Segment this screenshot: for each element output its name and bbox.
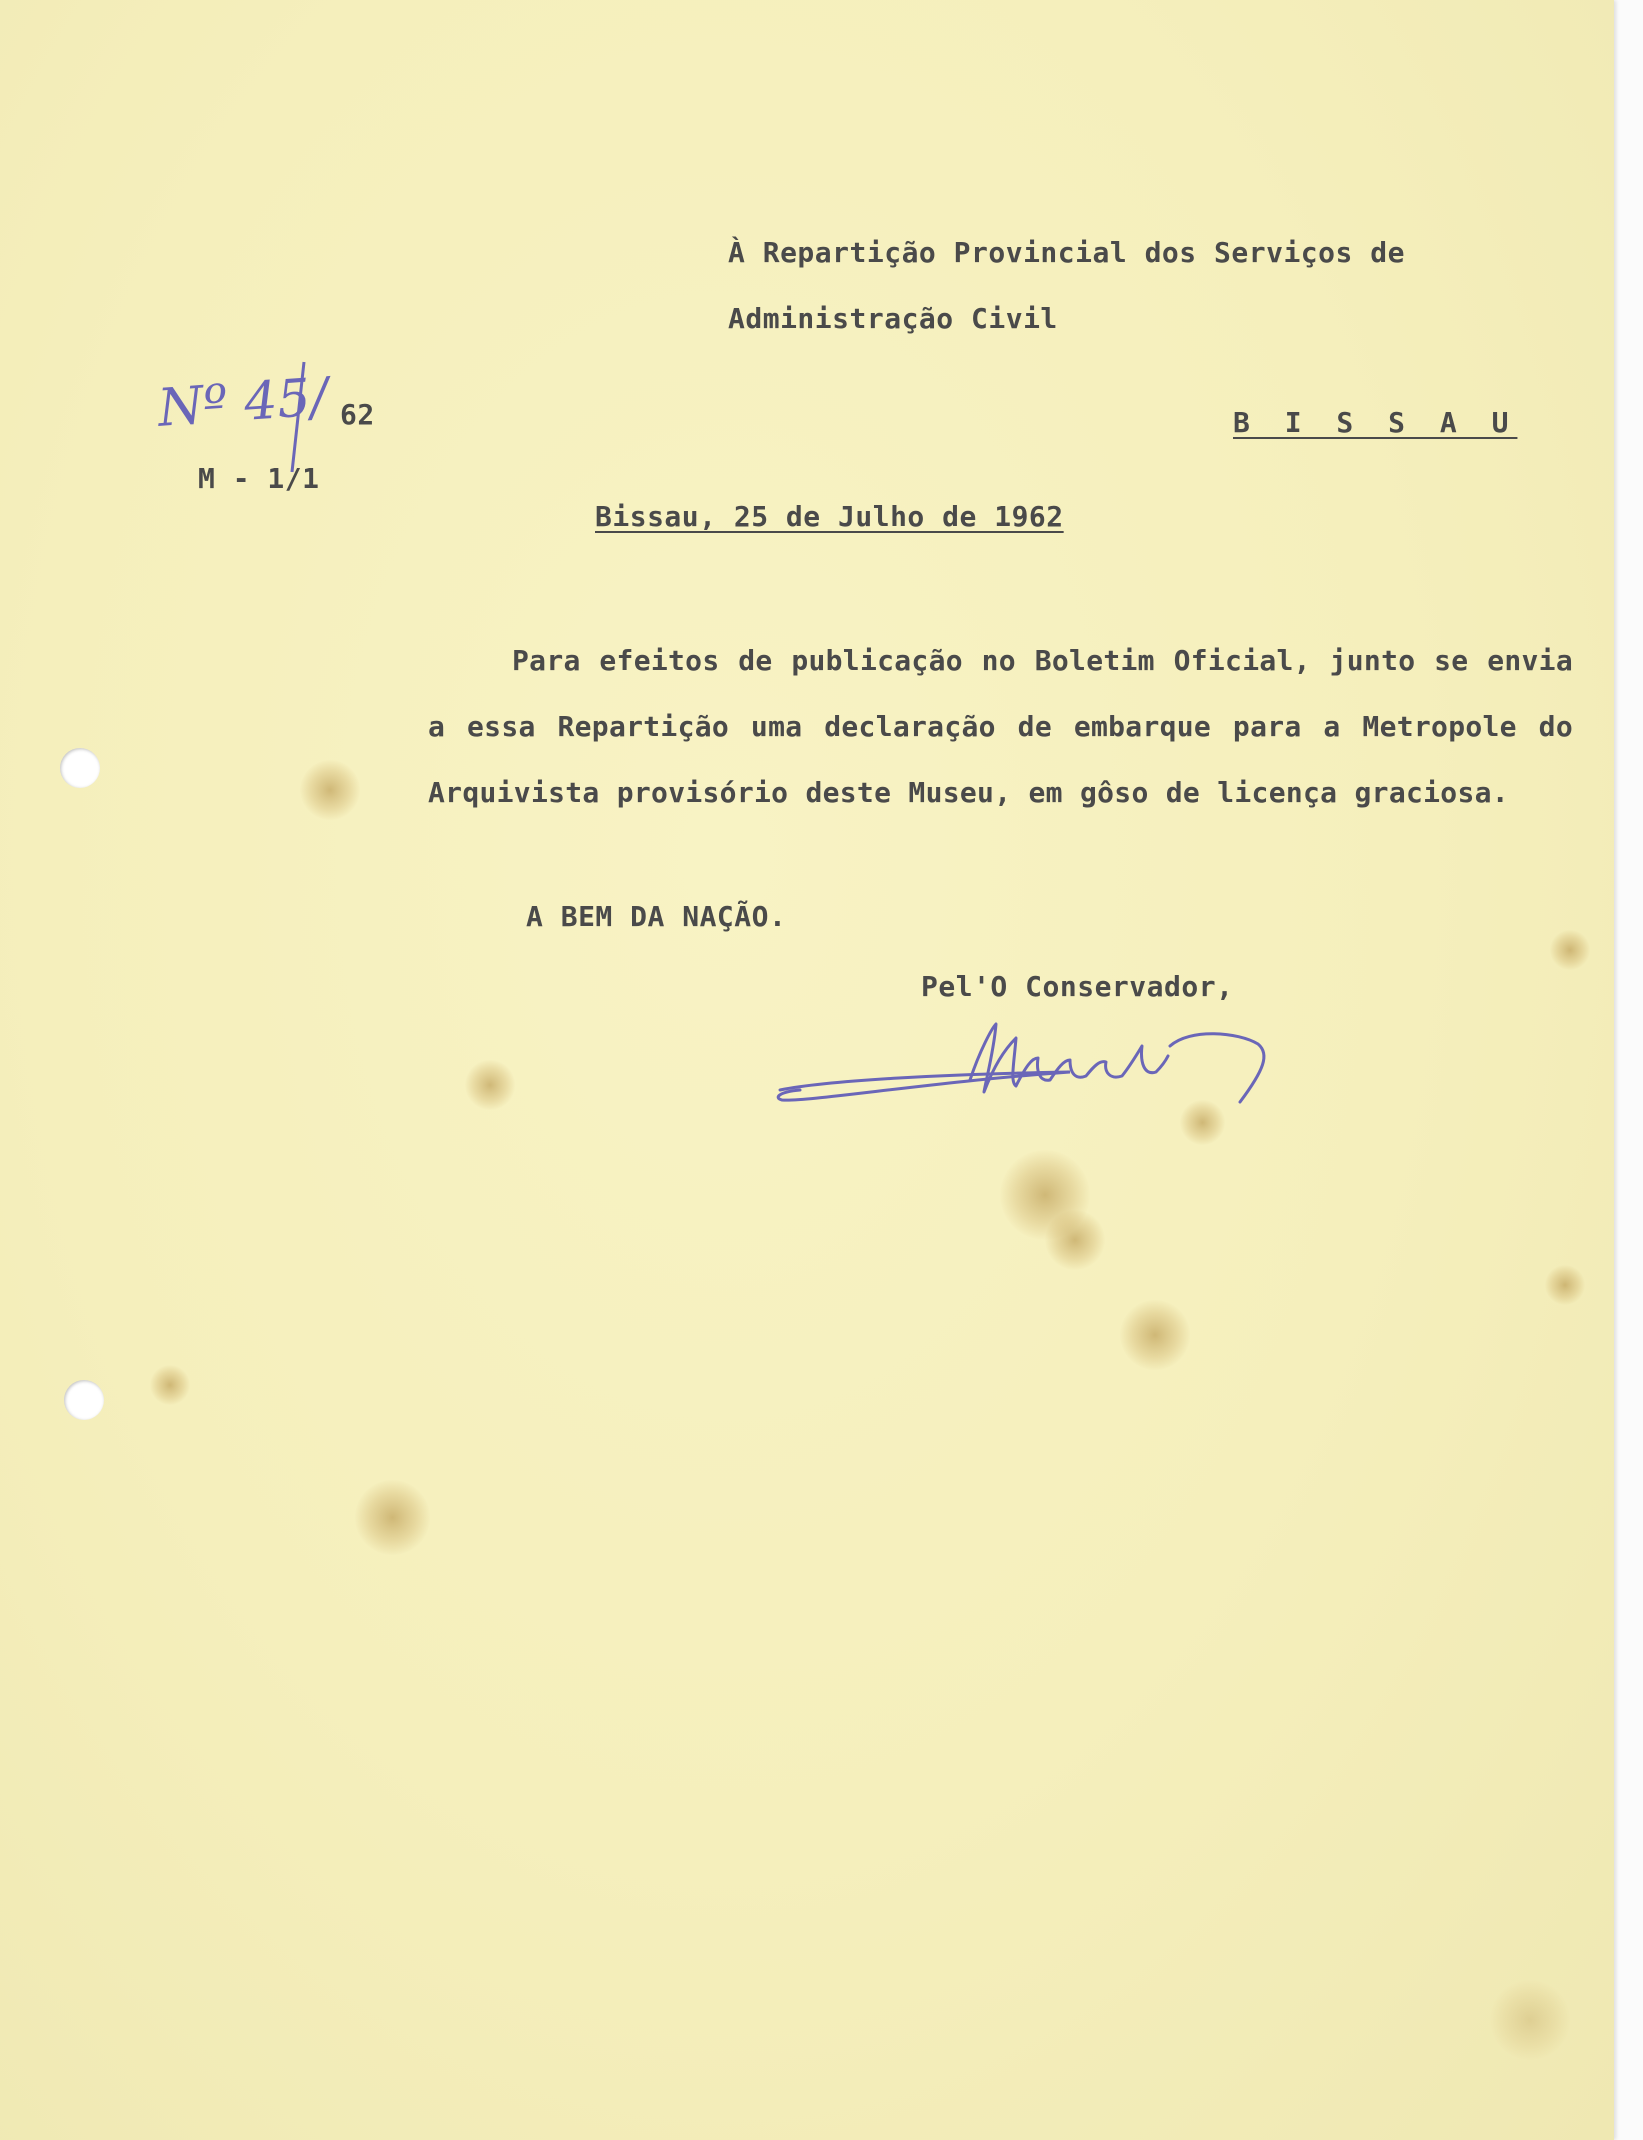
stain-mark <box>355 1480 430 1555</box>
stain-mark <box>150 1365 190 1405</box>
handwritten-reference-text: Nº 45/ <box>155 367 330 439</box>
handwritten-signature <box>770 1010 1280 1120</box>
recipient-line-1: À Repartição Provincial dos Serviços de <box>728 236 1405 269</box>
reference-code: M - 1/1 <box>198 462 320 495</box>
stain-mark <box>1550 930 1590 970</box>
letter-body: Para efeitos de publicação no Boletim Oficial, junto se envia a essa Repartição uma declaração de embarque para a Metropole do Arquivista provisório deste Museu, em gôso de licença graciosa. <box>428 644 1573 809</box>
destination-city: B I S S A U <box>1233 406 1518 439</box>
signatory-line: Pel'O Conservador, <box>921 970 1234 1003</box>
stain-mark <box>1120 1300 1190 1370</box>
scan-margin <box>1614 0 1643 2140</box>
stain-mark <box>1490 1980 1570 2060</box>
reference-year: 62 <box>340 398 375 431</box>
stain-mark <box>300 760 360 820</box>
closing-salutation: A BEM DA NAÇÃO. <box>526 900 787 933</box>
punch-hole <box>64 1380 104 1420</box>
date-line: Bissau, 25 de Julho de 1962 <box>595 500 1064 533</box>
stain-mark <box>1045 1210 1105 1270</box>
punch-hole <box>60 748 100 788</box>
handwritten-reference-number <box>154 356 354 476</box>
stain-mark <box>465 1060 515 1110</box>
stain-mark <box>1545 1265 1585 1305</box>
recipient-line-2: Administração Civil <box>728 302 1058 335</box>
